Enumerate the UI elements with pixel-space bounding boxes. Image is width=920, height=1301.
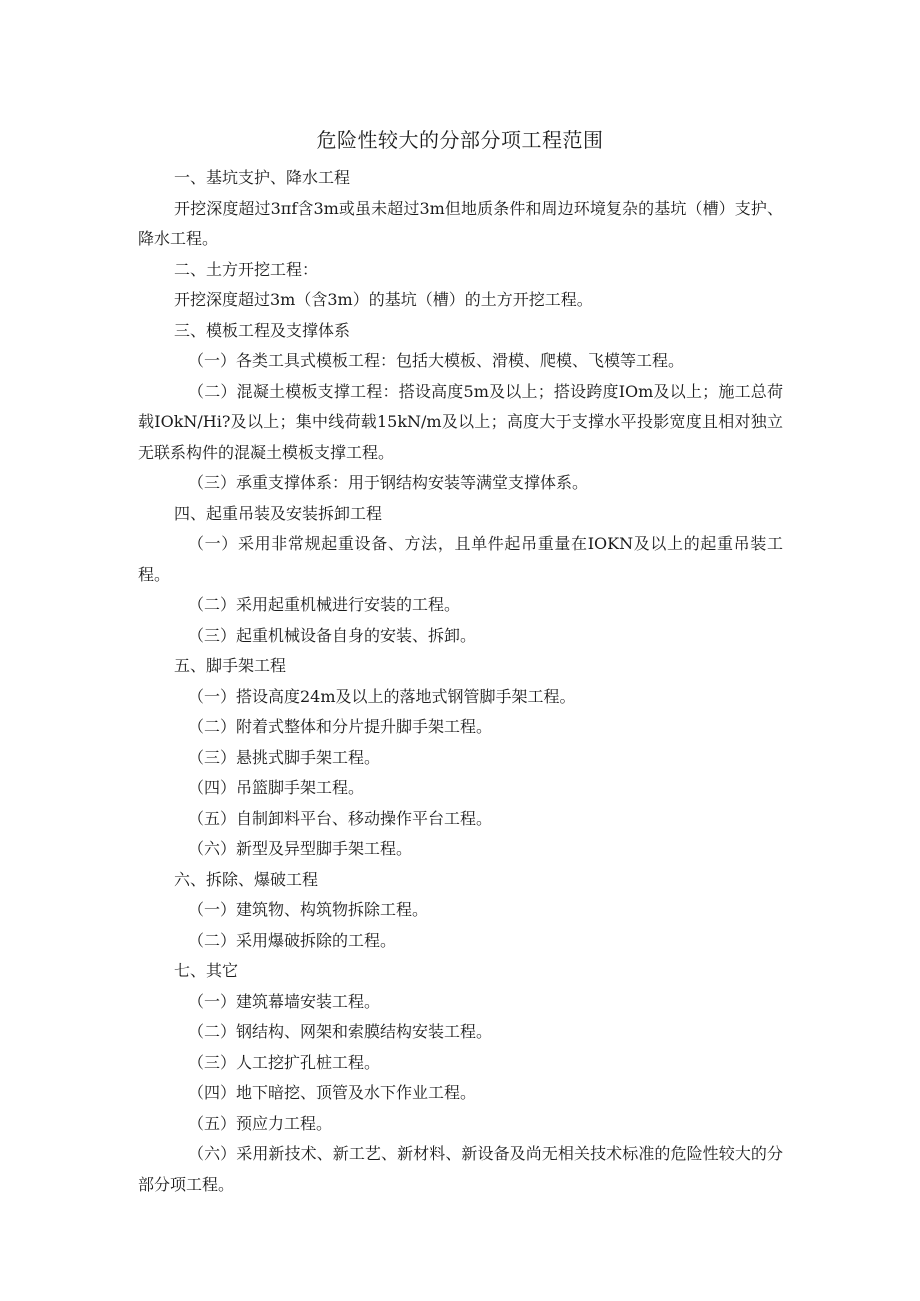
list-item: （五）自制卸料平台、移动操作平台工程。 [188,808,493,828]
list-item: （一）搭设高度24m及以上的落地式钢管脚手架工程。 [188,686,576,706]
list-item: （二）混凝土模板支撑工程：搭设高度5m及以上；搭设跨度IOm及以上；施工总荷载IOkN/Hi?及以上；集中线荷载15kN/m及以上；高度大于支撑水平投影宽度且相对独立无联系构件的混凝土模板支撑工程。 [138,381,783,462]
document-body [138,163,783,1200]
list-item: （一）采用非常规起重设备、方法，且单件起吊重量在IOKN及以上的起重吊装工程。 [138,534,783,584]
section-heading: 六、拆除、爆破工程 [174,869,319,889]
section-heading: 四、起重吊装及安装拆卸工程 [174,503,383,523]
list-item: （五）预应力工程。 [188,1113,333,1133]
list-item: （二）钢结构、网架和索膜结构安装工程。 [188,1022,493,1041]
document-title: 危险性较大的分部分项工程范围 [316,128,604,152]
section-heading: 一、基坑支护、降水工程 [174,168,351,187]
list-item: （三）起重机械设备自身的安装、拆卸。 [188,625,477,645]
list-item: （一）建筑幕墙安装工程。 [188,991,381,1011]
section-heading: 五、脚手架工程 [174,656,287,675]
section-body: 开挖深度超过3m（含3m）的基坑（槽）的土方开挖工程。 [174,290,593,309]
list-item: （六）新型及异型脚手架工程。 [188,839,413,858]
section-heading: 七、其它 [174,961,239,980]
list-item: （六）采用新技术、新工艺、新材料、新设备及尚无相关技术标准的危险性较大的分部分项工程。 [138,1144,783,1194]
list-item: （三）悬挑式脚手架工程。 [188,747,381,767]
section-heading: 二、土方开挖工程： [174,259,319,279]
list-item: （一）建筑物、构筑物拆除工程。 [188,900,429,919]
section-body: 开挖深度超过3πf含3m或虽未超过3m但地质条件和周边环境复杂的基坑（槽）支护、降水工程。 [138,198,783,248]
list-item: （四）吊篮脚手架工程。 [188,778,365,797]
list-item: （四）地下暗挖、顶管及水下作业工程。 [188,1083,477,1102]
list-item: （三）承重支撑体系：用于钢结构安装等满堂支撑体系。 [188,473,589,492]
section-heading: 三、模板工程及支撑体系 [174,320,351,340]
list-item: （二）附着式整体和分片提升脚手架工程。 [188,717,493,736]
list-item: （二）采用起重机械进行安装的工程。 [188,595,461,614]
list-item: （一）各类工具式模板工程：包括大模板、滑模、爬模、飞模等工程。 [188,351,685,370]
list-item: （二）采用爆破拆除的工程。 [188,930,397,950]
list-item: （三）人工挖扩孔桩工程。 [188,1052,381,1072]
